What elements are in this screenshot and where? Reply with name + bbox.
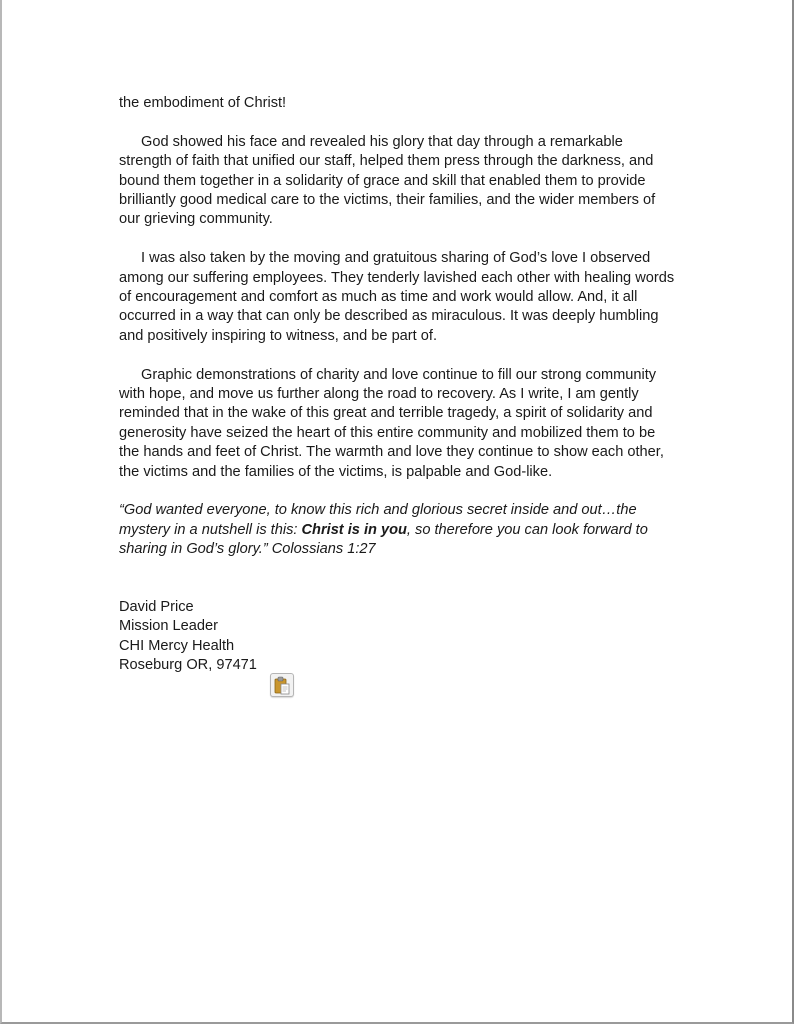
letter-body xyxy=(119,94,679,675)
paragraph: Graphic demonstrations of charity and love continue to fill our strong community with hope, and move us further along the road to recovery. As I write, I am gently reminded that in the wake of this great and terrible tragedy, a spirit of solidarity and generosity have seized the heart of this entire community and mobilized them to be the hands and feet of Christ. The warmth and love they continue to show each other, the victims and the families of the victims, is palpable and God-like. xyxy=(119,366,664,480)
quote-emphasis: Christ is in you xyxy=(301,521,407,538)
signature-block xyxy=(119,598,679,676)
quote-text-before: “God wanted everyone, to know this rich and glorious secret inside and out…the mystery in a nutshell is this: xyxy=(119,502,637,538)
scripture-quote xyxy=(119,501,679,559)
clipboard-icon xyxy=(271,674,293,696)
quote-text-after: , so therefore you can look forward to sharing in God’s glory.” Colossians 1:27 xyxy=(119,521,648,558)
paragraph: I was also taken by the moving and gratuitous sharing of God’s love I observed among our suffering employees. They tenderly lavished each other with healing words of encouragement and comfort as much as time and work would allow. And, it all occurred in a way that can only be described as miraculous. It was deeply humbling and positively inspiring to witness, and be part of. xyxy=(119,250,675,344)
signature-organization: CHI Mercy Health xyxy=(119,637,235,654)
signature-name: David Price xyxy=(119,598,194,615)
paragraph: God showed his face and revealed his glory that day through a remarkable strength of faith that unified our staff, helped them press through the darkness, and bound them together in a solidarity of grace and skill that enabled them to provide brilliantly good medical care to the victims, their families, and the wider members of our grieving community. xyxy=(119,133,656,228)
signature-address: Roseburg OR, 97471 xyxy=(119,656,257,673)
signature-title: Mission Leader xyxy=(119,618,218,635)
paste-options-icon[interactable] xyxy=(270,673,294,697)
opening-line: the embodiment of Christ! xyxy=(119,95,287,111)
